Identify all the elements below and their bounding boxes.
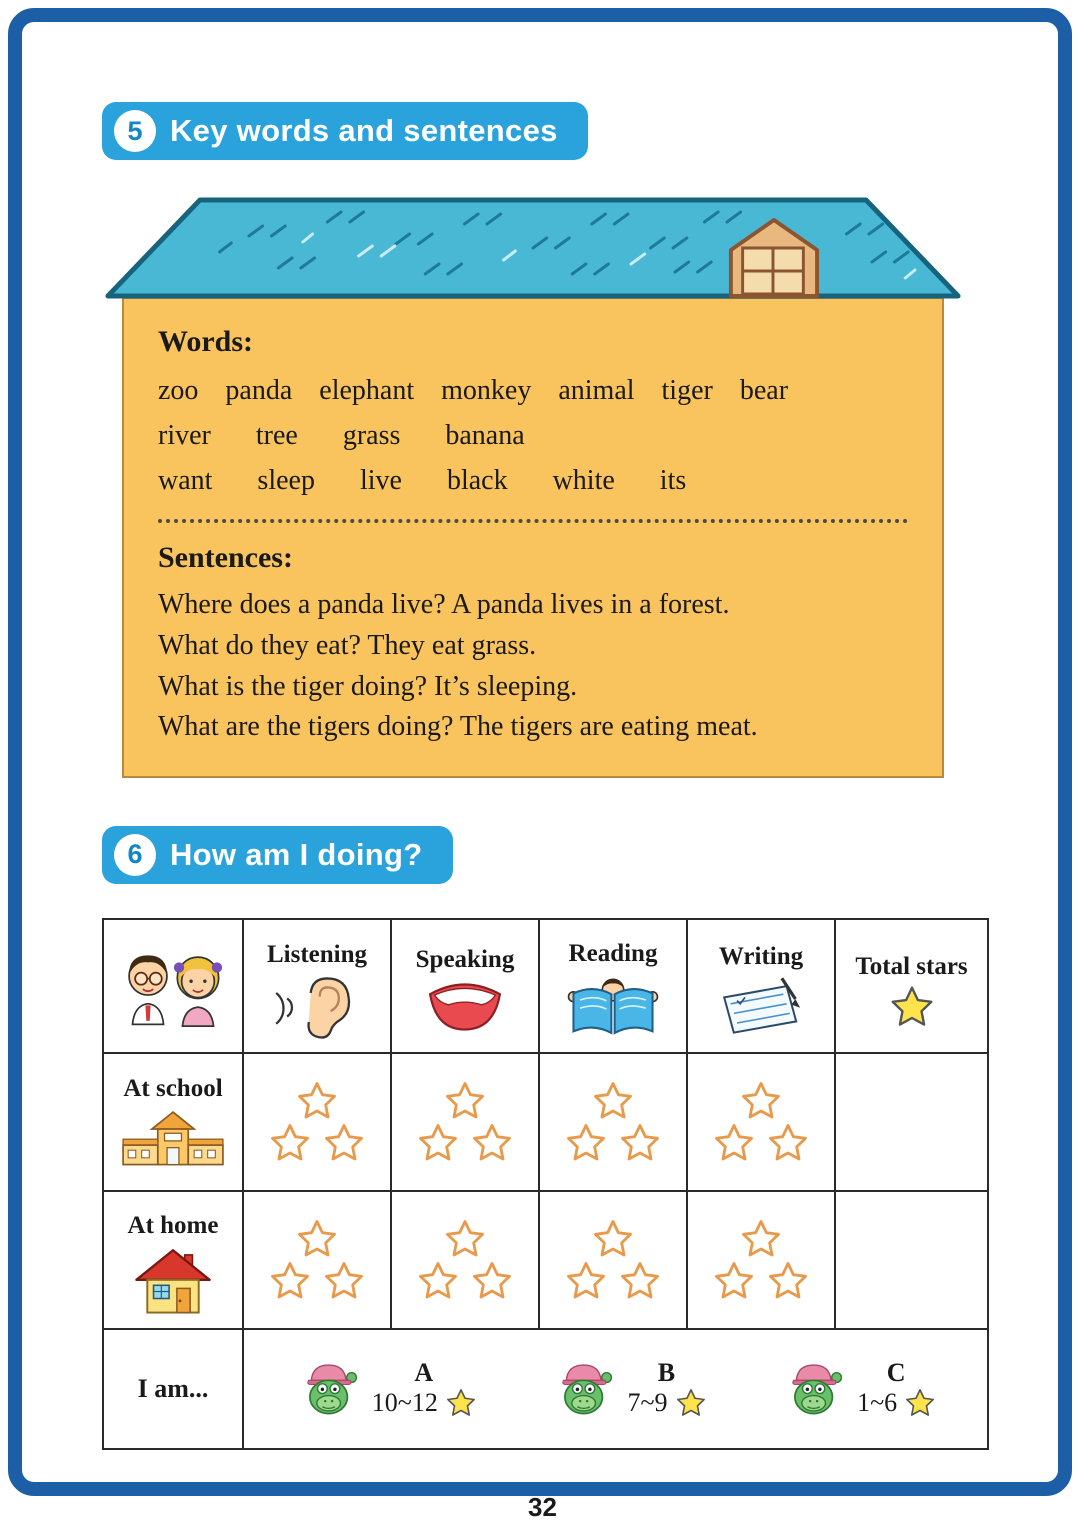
grade-letter: A <box>414 1357 434 1387</box>
total-cell-home <box>835 1191 988 1329</box>
column-label: Writing <box>718 942 804 970</box>
rowhead-at-home <box>103 1191 243 1329</box>
star-outline-icon <box>270 1261 310 1301</box>
words-heading: Words: <box>158 325 254 358</box>
rowhead-at-school <box>103 1053 243 1191</box>
section5-title: Key words and sentences <box>170 113 558 148</box>
star-filled-icon <box>905 1388 935 1418</box>
star-outline-icon <box>297 1219 337 1259</box>
grade-range: 1~6 <box>857 1388 898 1418</box>
i-am-label: I am... <box>137 1373 209 1403</box>
star-outline-icon <box>445 1219 485 1259</box>
column-label: Listening <box>266 940 368 968</box>
dotted-divider <box>158 519 908 523</box>
students-header-cell <box>103 919 243 1053</box>
column-header-total-stars <box>835 919 988 1053</box>
grade-c <box>781 1359 935 1419</box>
stars-cell-school-speaking <box>391 1053 539 1191</box>
column-header-speaking <box>391 919 539 1053</box>
star-outline-icon <box>768 1123 808 1163</box>
total-cell-school <box>835 1053 988 1191</box>
section5-header <box>102 102 588 160</box>
crocodile-icon <box>551 1359 617 1419</box>
star-outline-icon <box>741 1219 781 1259</box>
grade-letter: B <box>657 1357 676 1387</box>
school-icon <box>118 1107 228 1179</box>
section6-header <box>102 826 453 884</box>
star-outline-icon <box>445 1081 485 1121</box>
ear-icon <box>267 973 367 1041</box>
star-outline-icon <box>566 1261 606 1301</box>
row-at-school <box>103 1053 988 1191</box>
star-outline-icon <box>741 1081 781 1121</box>
key-words-panel <box>122 297 944 778</box>
section6-number-badge: 6 <box>114 834 156 876</box>
star-outline-icon <box>324 1123 364 1163</box>
star-outline-icon <box>472 1261 512 1301</box>
writing-pad-icon <box>713 975 809 1039</box>
star-outline-icon <box>472 1123 512 1163</box>
word-line: zoo panda elephant monkey animal tiger bear <box>158 375 789 406</box>
sentence-line: What is the tiger doing? It’s sleeping. <box>158 670 578 702</box>
column-label: Total stars <box>855 952 968 980</box>
star-outline-icon <box>593 1219 633 1259</box>
i-am-label-cell <box>103 1329 243 1449</box>
crocodile-icon <box>781 1359 847 1419</box>
crocodile-icon <box>296 1359 362 1419</box>
stars-cell-home-reading <box>539 1191 687 1329</box>
star-outline-icon <box>418 1261 458 1301</box>
star-outline-icon <box>768 1261 808 1301</box>
star-outline-icon <box>714 1123 754 1163</box>
column-label: Speaking <box>415 945 515 973</box>
column-header-reading <box>539 919 687 1053</box>
sentence-line: What are the tigers doing? The tigers are eating meat. <box>158 711 758 743</box>
column-label: Reading <box>568 939 658 967</box>
sentence-line: Where does a panda live? A panda lives in a forest. <box>158 589 730 621</box>
mouth-icon <box>423 978 507 1036</box>
stars-cell-school-reading <box>539 1053 687 1191</box>
word-line: want sleep live black white its <box>158 464 687 496</box>
star-filled-icon <box>446 1388 476 1418</box>
section5-number-badge: 5 <box>114 110 156 152</box>
column-header-writing <box>687 919 835 1053</box>
stars-cell-home-listening <box>243 1191 391 1329</box>
grade-range: 7~9 <box>627 1388 668 1418</box>
grade-b <box>551 1359 705 1419</box>
row-at-home <box>103 1191 988 1329</box>
row-label: At home <box>127 1211 219 1239</box>
key-words-house <box>102 190 964 778</box>
star-filled-icon <box>890 985 934 1029</box>
star-outline-icon <box>620 1123 660 1163</box>
star-outline-icon <box>620 1261 660 1301</box>
stars-cell-home-writing <box>687 1191 835 1329</box>
grades-cell <box>243 1329 988 1449</box>
star-outline-icon <box>593 1081 633 1121</box>
score-table <box>102 918 989 1450</box>
students-icon <box>117 939 229 1027</box>
star-outline-icon <box>714 1261 754 1301</box>
grade-range: 10~12 <box>371 1388 438 1418</box>
row-label: At school <box>123 1074 223 1102</box>
grade-a <box>296 1359 476 1419</box>
sentence-line: What do they eat? They eat grass. <box>158 629 537 661</box>
house-roof-icon <box>102 190 964 304</box>
section6-title: How am I doing? <box>170 836 423 872</box>
stars-cell-school-writing <box>687 1053 835 1191</box>
column-header-listening <box>243 919 391 1053</box>
sentences-heading: Sentences: <box>158 541 293 575</box>
word-line: river tree grass banana <box>158 419 525 451</box>
reading-book-icon <box>563 972 663 1042</box>
home-icon <box>130 1244 216 1318</box>
star-outline-icon <box>566 1123 606 1163</box>
star-outline-icon <box>297 1081 337 1121</box>
stars-cell-school-listening <box>243 1053 391 1191</box>
star-outline-icon <box>418 1123 458 1163</box>
table-header-row <box>103 919 988 1053</box>
stars-cell-home-speaking <box>391 1191 539 1329</box>
star-outline-icon <box>324 1261 364 1301</box>
page-content <box>22 22 1058 1522</box>
grade-letter: C <box>886 1357 906 1387</box>
star-outline-icon <box>270 1123 310 1163</box>
page-number: 32 <box>528 1491 557 1522</box>
star-filled-icon <box>676 1388 706 1418</box>
row-i-am <box>103 1329 988 1449</box>
